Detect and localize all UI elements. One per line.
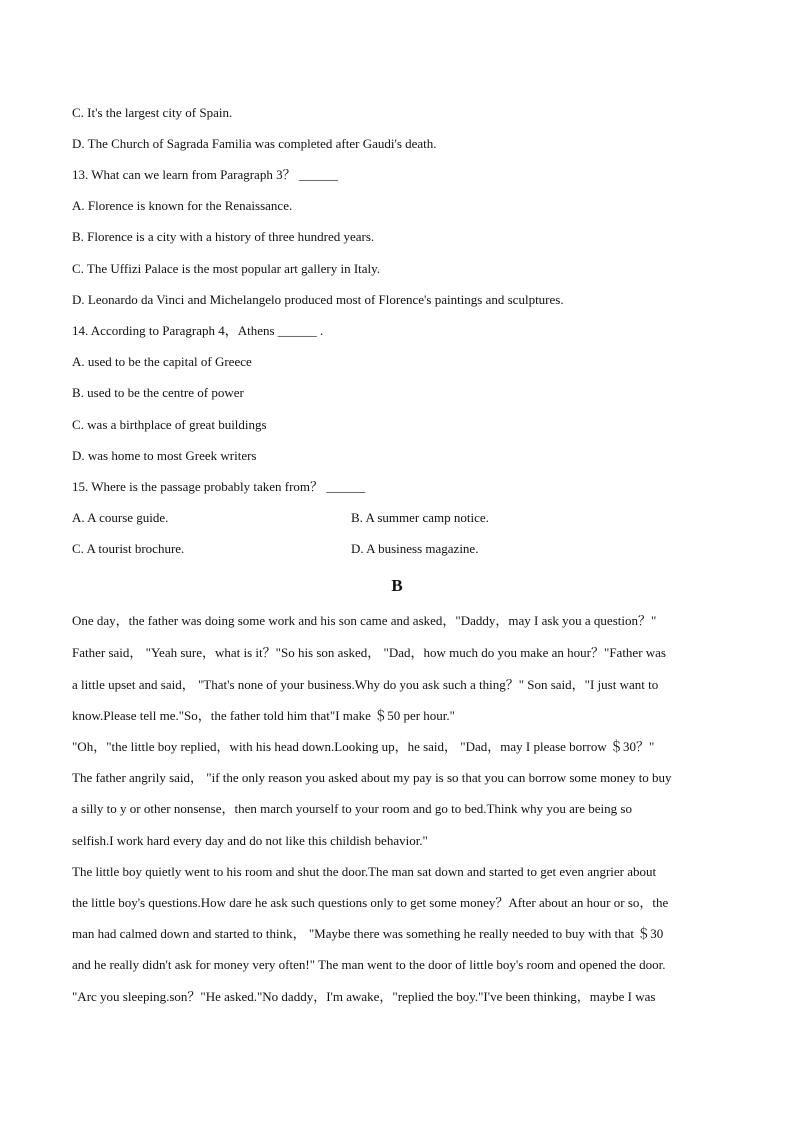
option-line: D. Leonardo da Vinci and Michelangelo produced most of Florence's paintings and sculptures. [72, 292, 564, 307]
passage-line: the little boy's questions.How dare he ask such questions only to get some money？After about an hour or so，the [72, 895, 669, 910]
passage-line: know.Please tell me."So，the father told him that"I make ＄50 per hour." [72, 708, 455, 723]
question-13: 13. What can we learn from Paragraph 3？ ______ [72, 167, 338, 182]
passage-line: and he really didn't ask for money very often!" The man went to the door of little boy's room and opened the door. [72, 957, 666, 972]
passage-line: One day，the father was doing some work and his son came and asked，"Daddy，may I ask you a question？" [72, 613, 657, 628]
passage-line: "Arc you sleeping.son？"He asked."No daddy，I'm awake，"replied the boy."I've been thinking，maybe I was [72, 989, 656, 1004]
q15-option-b: B. A summer camp notice. [351, 510, 489, 525]
option-line: B. Florence is a city with a history of three hundred years. [72, 229, 375, 244]
passage-line: selfish.I work hard every day and do not like this childish behavior." [72, 833, 428, 848]
passage-line: man had calmed down and started to think， "Maybe there was something he really needed to buy with that ＄30 [72, 926, 664, 941]
passage-line: "Oh，"the little boy replied，with his head down.Looking up，he said， "Dad，may I please borrow ＄30？" [72, 739, 655, 754]
option-line: D. was home to most Greek writers [72, 448, 257, 463]
option-line: A. Florence is known for the Renaissance. [72, 198, 293, 213]
option-line: B. used to be the centre of power [72, 385, 244, 400]
question-14: 14. According to Paragraph 4，Athens ______ . [72, 323, 324, 338]
passage-line: The father angrily said， "if the only reason you asked about my pay is so that you can borrow some money to buy [72, 770, 672, 785]
option-line: C. It's the largest city of Spain. [72, 105, 233, 120]
q15-option-c: C. A tourist brochure. [72, 541, 185, 556]
option-line: C. was a birthplace of great buildings [72, 417, 267, 432]
q15-option-d: D. A business magazine. [351, 541, 479, 556]
passage-line: a silly to y or other nonsense，then march yourself to your room and go to bed.Think why you are being so [72, 801, 632, 816]
question-15: 15. Where is the passage probably taken from？ ______ [72, 479, 366, 494]
passage-line: a little upset and said， "That's none of your business.Why do you ask such a thing？" Son said，"I just want to [72, 677, 659, 692]
option-line: A. used to be the capital of Greece [72, 354, 252, 369]
option-line: C. The Uffizi Palace is the most popular art gallery in Italy. [72, 261, 381, 276]
passage-line: Father said， "Yeah sure，what is it？"So his son asked， "Dad，how much do you make an hour？"Father was [72, 645, 666, 660]
q15-option-a: A. A course guide. [72, 510, 169, 525]
section-heading: B [391, 576, 403, 595]
option-line: D. The Church of Sagrada Familia was completed after Gaudi's death. [72, 136, 437, 151]
passage-line: The little boy quietly went to his room and shut the door.The man sat down and started to get even angrier about [72, 864, 657, 879]
